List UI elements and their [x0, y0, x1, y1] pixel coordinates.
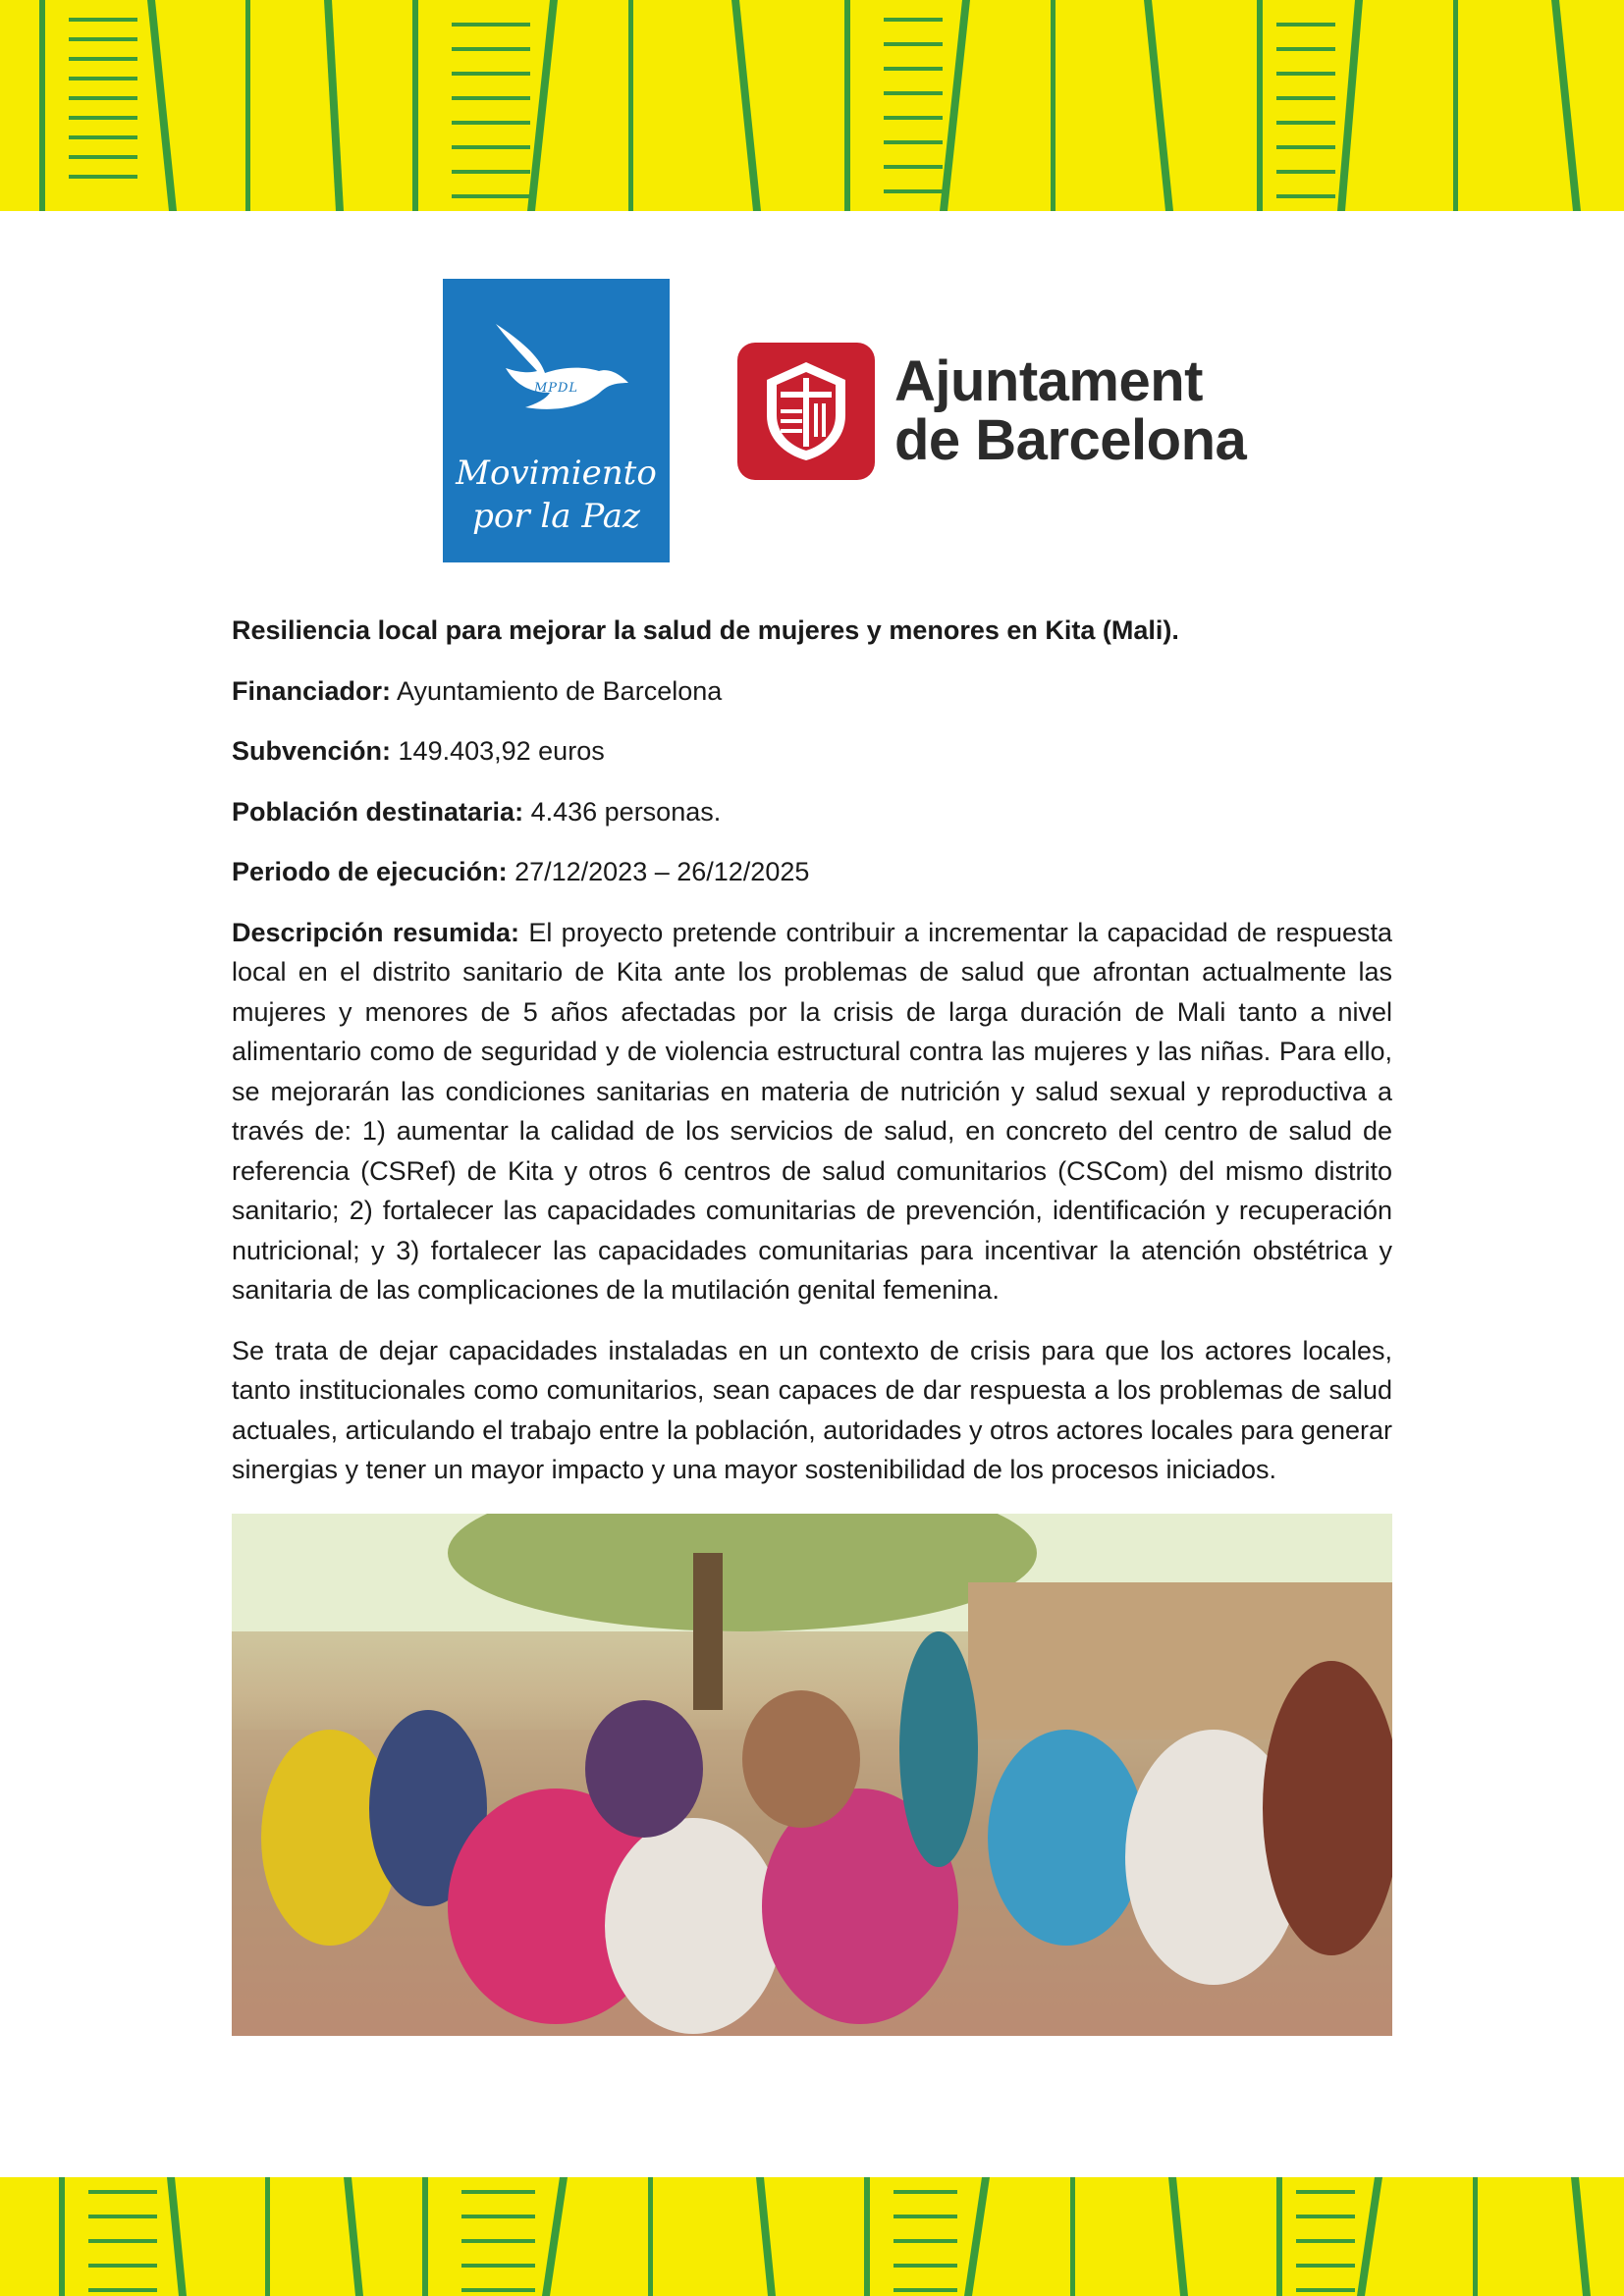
closing-paragraph: Se trata de dejar capacidades instaladas en un contexto de crisis para que los actores locales, tanto institucionales como comunitarios, sean capaces de dar respuesta a los problemas de salud actuales, articulando el trabajo entre la población, autoridades y otros actores locales para generar sinergias y tener un mayor impacto y una mayor sostenibilidad de los procesos iniciados. — [232, 1335, 1392, 1484]
field-periodo — [232, 852, 1392, 892]
field-label: Población destinataria: — [232, 796, 524, 827]
field-value: Ayuntamiento de Barcelona — [397, 675, 723, 706]
photo-illustration — [232, 1514, 1392, 2036]
top-band-pattern — [0, 0, 1624, 211]
bottom-decorative-band — [0, 2177, 1624, 2296]
barcelona-shield-icon — [737, 343, 875, 480]
ajuntament-name-line2: de Barcelona — [894, 408, 1247, 472]
logos-row — [443, 279, 1277, 562]
movimiento-por-la-paz-logo — [443, 279, 670, 562]
mpdl-abbreviation: MPDL — [533, 381, 579, 396]
ajuntament-name-line1: Ajuntament — [894, 349, 1203, 413]
top-decorative-band — [0, 0, 1624, 211]
dove-icon — [486, 314, 633, 422]
summary-paragraph — [232, 913, 1392, 1310]
mpdl-name-line2: por la Paz — [472, 497, 640, 536]
ajuntament-de-barcelona-logo — [737, 343, 1277, 490]
summary-text: El proyecto pretende contribuir a incrementar la capacidad de respuesta local en el distrito sanitario de Kita ante los problemas de salud que afrontan actualmente las mujeres y menores de 5 años afectadas por la crisis de larga duración de Mali tanto a nivel alimentario como de seguridad y de violencia estructural contra las mujeres y las niñas. Para ello, se mejorarán las condiciones sanitarias en materia de nutrición y salud sexual y reproductiva a través de: 1) aumentar la calidad de los servicios de salud, en concreto del centro de salud de referencia (CSRef) de Kita y otros 6 centros de salud comunitarios (CSCom) del mismo distrito sanitario; 2) fortalecer las capacidades comunitarias de prevención, identificación y recuperación nutricional; y 3) fortalecer las capacidades comunitarias para incentivar la atención obstétrica y sanitaria de las complicaciones de la mutilación genital femenina. — [232, 917, 1392, 1305]
field-label: Subvención: — [232, 736, 392, 766]
field-label: Periodo de ejecución: — [232, 857, 508, 886]
field-poblacion — [232, 792, 1392, 832]
field-financiador — [232, 671, 1392, 712]
field-value: 149.403,92 euros — [398, 736, 605, 766]
summary-label: Descripción resumida: — [232, 917, 519, 947]
community-meeting-photo — [232, 1514, 1392, 2036]
project-content — [232, 611, 1392, 1511]
field-label: Financiador: — [232, 675, 392, 706]
field-value: 4.436 personas. — [530, 796, 722, 827]
bottom-band-pattern — [0, 2177, 1624, 2296]
project-title: Resiliencia local para mejorar la salud de mujeres y menores en Kita (Mali). — [232, 615, 1179, 645]
mpdl-name-line1: Movimiento — [456, 454, 657, 493]
field-value: 27/12/2023 – 26/12/2025 — [514, 857, 810, 886]
field-subvencion — [232, 731, 1392, 772]
